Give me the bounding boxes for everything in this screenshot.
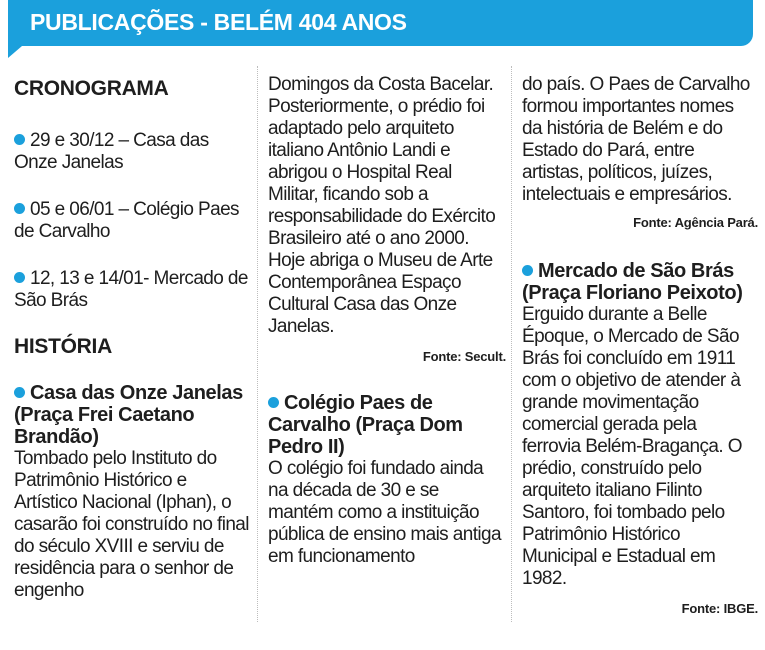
bullet-dot-icon xyxy=(14,134,25,145)
schedule-item xyxy=(14,199,249,243)
source-ibge: Fonte: IBGE. xyxy=(681,601,758,616)
schedule-item-text: 29 e 30/12 – Casa das Onze Janelas xyxy=(14,130,209,173)
header-banner xyxy=(8,0,753,46)
mercado-sao-bras-heading: Mercado de São Brás (Praça Floriano Peixoto) xyxy=(522,260,743,304)
column-divider-1 xyxy=(257,66,258,622)
colegio-paes-text: O colégio foi fundado ainda na década de 30 e se mantém como a instituição pública de ensino mais antiga em funcionamento xyxy=(268,458,501,567)
mercado-sao-bras-text: Erguido durante a Belle Époque, o Mercado de São Brás foi concluído em 1911 com o objetivo de atender à grande movimentação comercial gerada pela ferrovia Belém-Bragança. O prédio, construído pelo arquiteto italiano Filinto Santoro, foi tombado pelo Patrimônio Histórico Municipal e Estadual em 1982. xyxy=(522,304,742,589)
column-divider-2 xyxy=(511,66,512,622)
schedule-item-text: 05 e 06/01 – Colégio Paes de Carvalho xyxy=(14,199,239,242)
schedule-item-text: 12, 13 e 14/01- Mercado de São Brás xyxy=(14,268,248,311)
page-title: PUBLICAÇÕES - BELÉM 404 ANOS xyxy=(30,9,407,35)
bullet-dot-icon xyxy=(14,203,25,214)
casa-onze-janelas-heading: Casa das Onze Janelas (Praça Frei Caetano Brandão) xyxy=(14,382,243,448)
casa-onze-janelas-text-continued: Domingos da Costa Bacelar. Posteriormente, o prédio foi adaptado pelo arquiteto italiano Antônio Landi e abrigou o Hospital Real Militar, ficando sob a responsabilidade do Exército Brasileiro até o ano 2000. Hoje abriga o Museu de Arte Contemporânea Espaço Cultural Casa das Onze Janelas. xyxy=(268,74,496,337)
cronograma-heading: CRONOGRAMA xyxy=(14,77,169,100)
schedule-item xyxy=(14,130,249,174)
banner-notch xyxy=(8,46,22,58)
colegio-paes-text-continued: do país. O Paes de Carvalho formou importantes nomes da história de Belém e do Estado do Pará, entre artistas, políticos, juízes, intelectuais e empresários. xyxy=(522,74,750,205)
source-agencia-para: Fonte: Agência Pará. xyxy=(633,215,758,230)
bullet-dot-icon xyxy=(14,272,25,283)
colegio-paes-heading: Colégio Paes de Carvalho (Praça Dom Pedro II) xyxy=(268,392,463,458)
bullet-dot-icon xyxy=(268,397,279,408)
bullet-dot-icon xyxy=(522,265,533,276)
source-secult: Fonte: Secult. xyxy=(422,349,506,364)
schedule-item xyxy=(14,268,249,312)
historia-heading: HISTÓRIA xyxy=(14,335,112,358)
column-1 xyxy=(14,70,249,602)
column-3 xyxy=(522,70,758,620)
column-2 xyxy=(268,70,506,568)
casa-onze-janelas-text: Tombado pelo Instituto do Patrimônio Histórico e Artístico Nacional (Iphan), o casarão foi construído no final do século XVIII e serviu de residência para o senhor de engenho xyxy=(14,448,249,601)
bullet-dot-icon xyxy=(14,387,25,398)
